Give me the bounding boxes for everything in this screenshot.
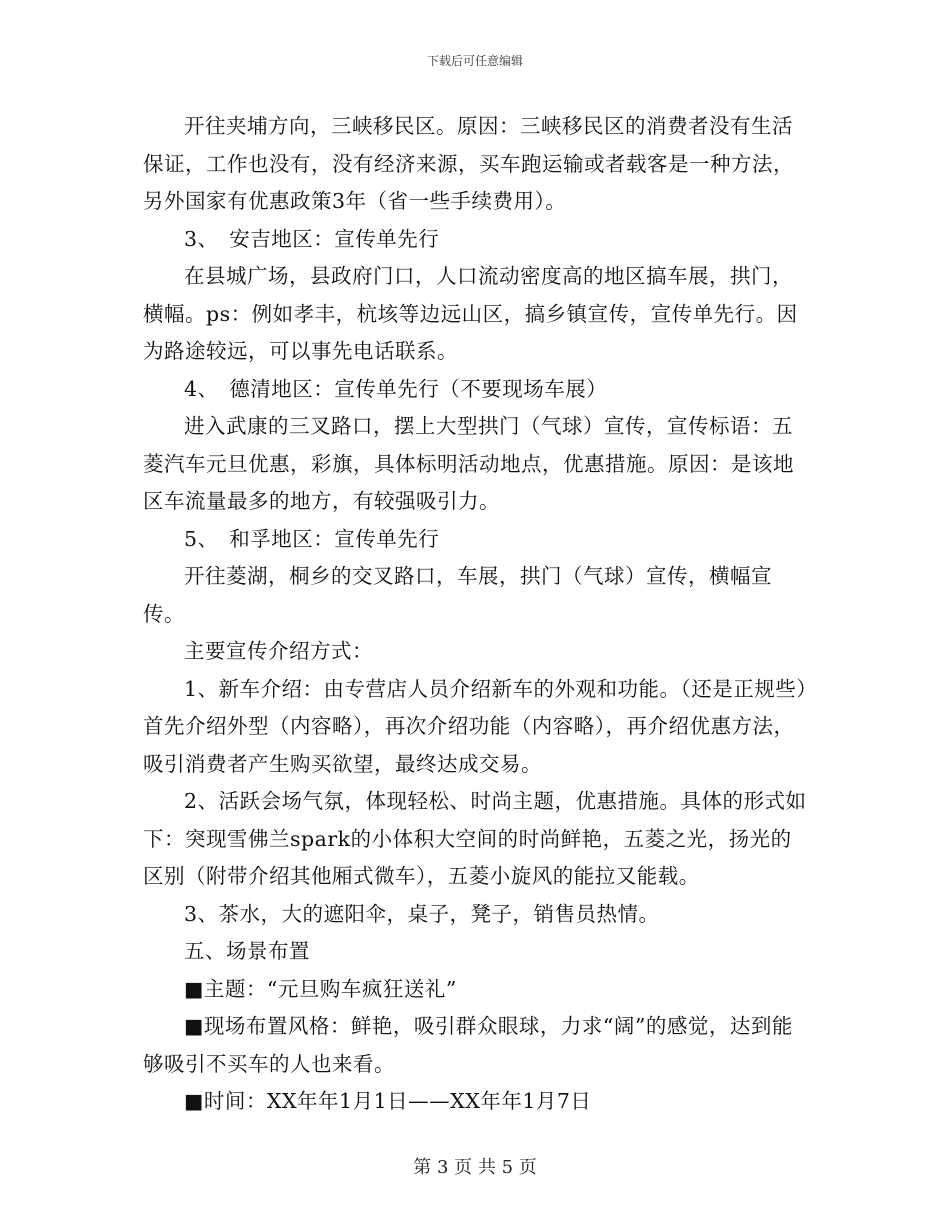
- heading-scene-layout: 五、场景布置: [184, 939, 310, 963]
- document-body: [143, 108, 808, 1121]
- bullet-style: ■现场布置风格：鲜艳，吸引群众眼球，力求“阔”的感觉，达到能够吸引不买车的人也来看。: [143, 1014, 793, 1076]
- paragraph-anji: 在县城广场，县政府门口，人口流动密度高的地区搞车展，拱门，横幅。ps：例如孝丰，杭垓等边远山区，搞乡镇宣传，宣传单先行。因为路途较远，可以事先电话联系。: [143, 264, 798, 363]
- page-header-note: 下载后可任意编辑: [426, 54, 523, 68]
- paragraph-hefu: 开往菱湖，桐乡的交叉路口，车展，拱门（气球）宣传，横幅宣传。: [143, 564, 772, 626]
- heading-deqing: 4、 德清地区：宣传单先行（不要现场车展）: [184, 376, 608, 401]
- bullet-time: ■时间：XX年年1月1日——XX年年1月7日: [184, 1089, 592, 1113]
- page-number-footer: 第 3 页 共 5 页: [413, 1157, 537, 1178]
- paragraph-new-car-intro: 1、新车介绍：由专营店人员介绍新车的外观和功能。（还是正规些）首先介绍外型（内容略），再次介绍功能（内容略），再介绍优惠方法，吸引消费者产生购买欲望，最终达成交易。: [143, 676, 808, 776]
- paragraph-refreshments: 3、茶水，大的遮阳伞，桌子，凳子，销售员热情。: [184, 901, 660, 926]
- paragraph-sanxia: 开往夹埔方向，三峡移民区。原因：三峡移民区的消费者没有生活保证，工作也没有，没有经济来源，买车跑运输或者载客是一种方法，另外国家有优惠政策3年（省一些手续费用）。: [143, 114, 794, 213]
- bullet-theme: ■主题：“元旦购车疯狂送礼”: [184, 976, 457, 1001]
- paragraph-venue-atmosphere: 2、活跃会场气氛，体现轻松、时尚主题，优惠措施。具体的形式如下：突现雪佛兰spark的小体积大空间的时尚鲜艳，五菱之光，扬光的区别（附带介绍其他厢式微车），五菱小旋风的能拉又能载。: [143, 789, 807, 888]
- heading-anji: 3、 安吉地区：宣传单先行: [184, 226, 440, 251]
- paragraph-deqing: 进入武康的三叉路口，摆上大型拱门（气球）宣传，宣传标语：五菱汽车元旦优惠，彩旗，具体标明活动地点，优惠措施。原因：是该地区车流量最多的地方，有较强吸引力。: [143, 414, 794, 513]
- heading-hefu: 5、 和孚地区：宣传单先行: [184, 526, 440, 551]
- heading-promotion-methods: 主要宣传介绍方式：: [184, 639, 373, 663]
